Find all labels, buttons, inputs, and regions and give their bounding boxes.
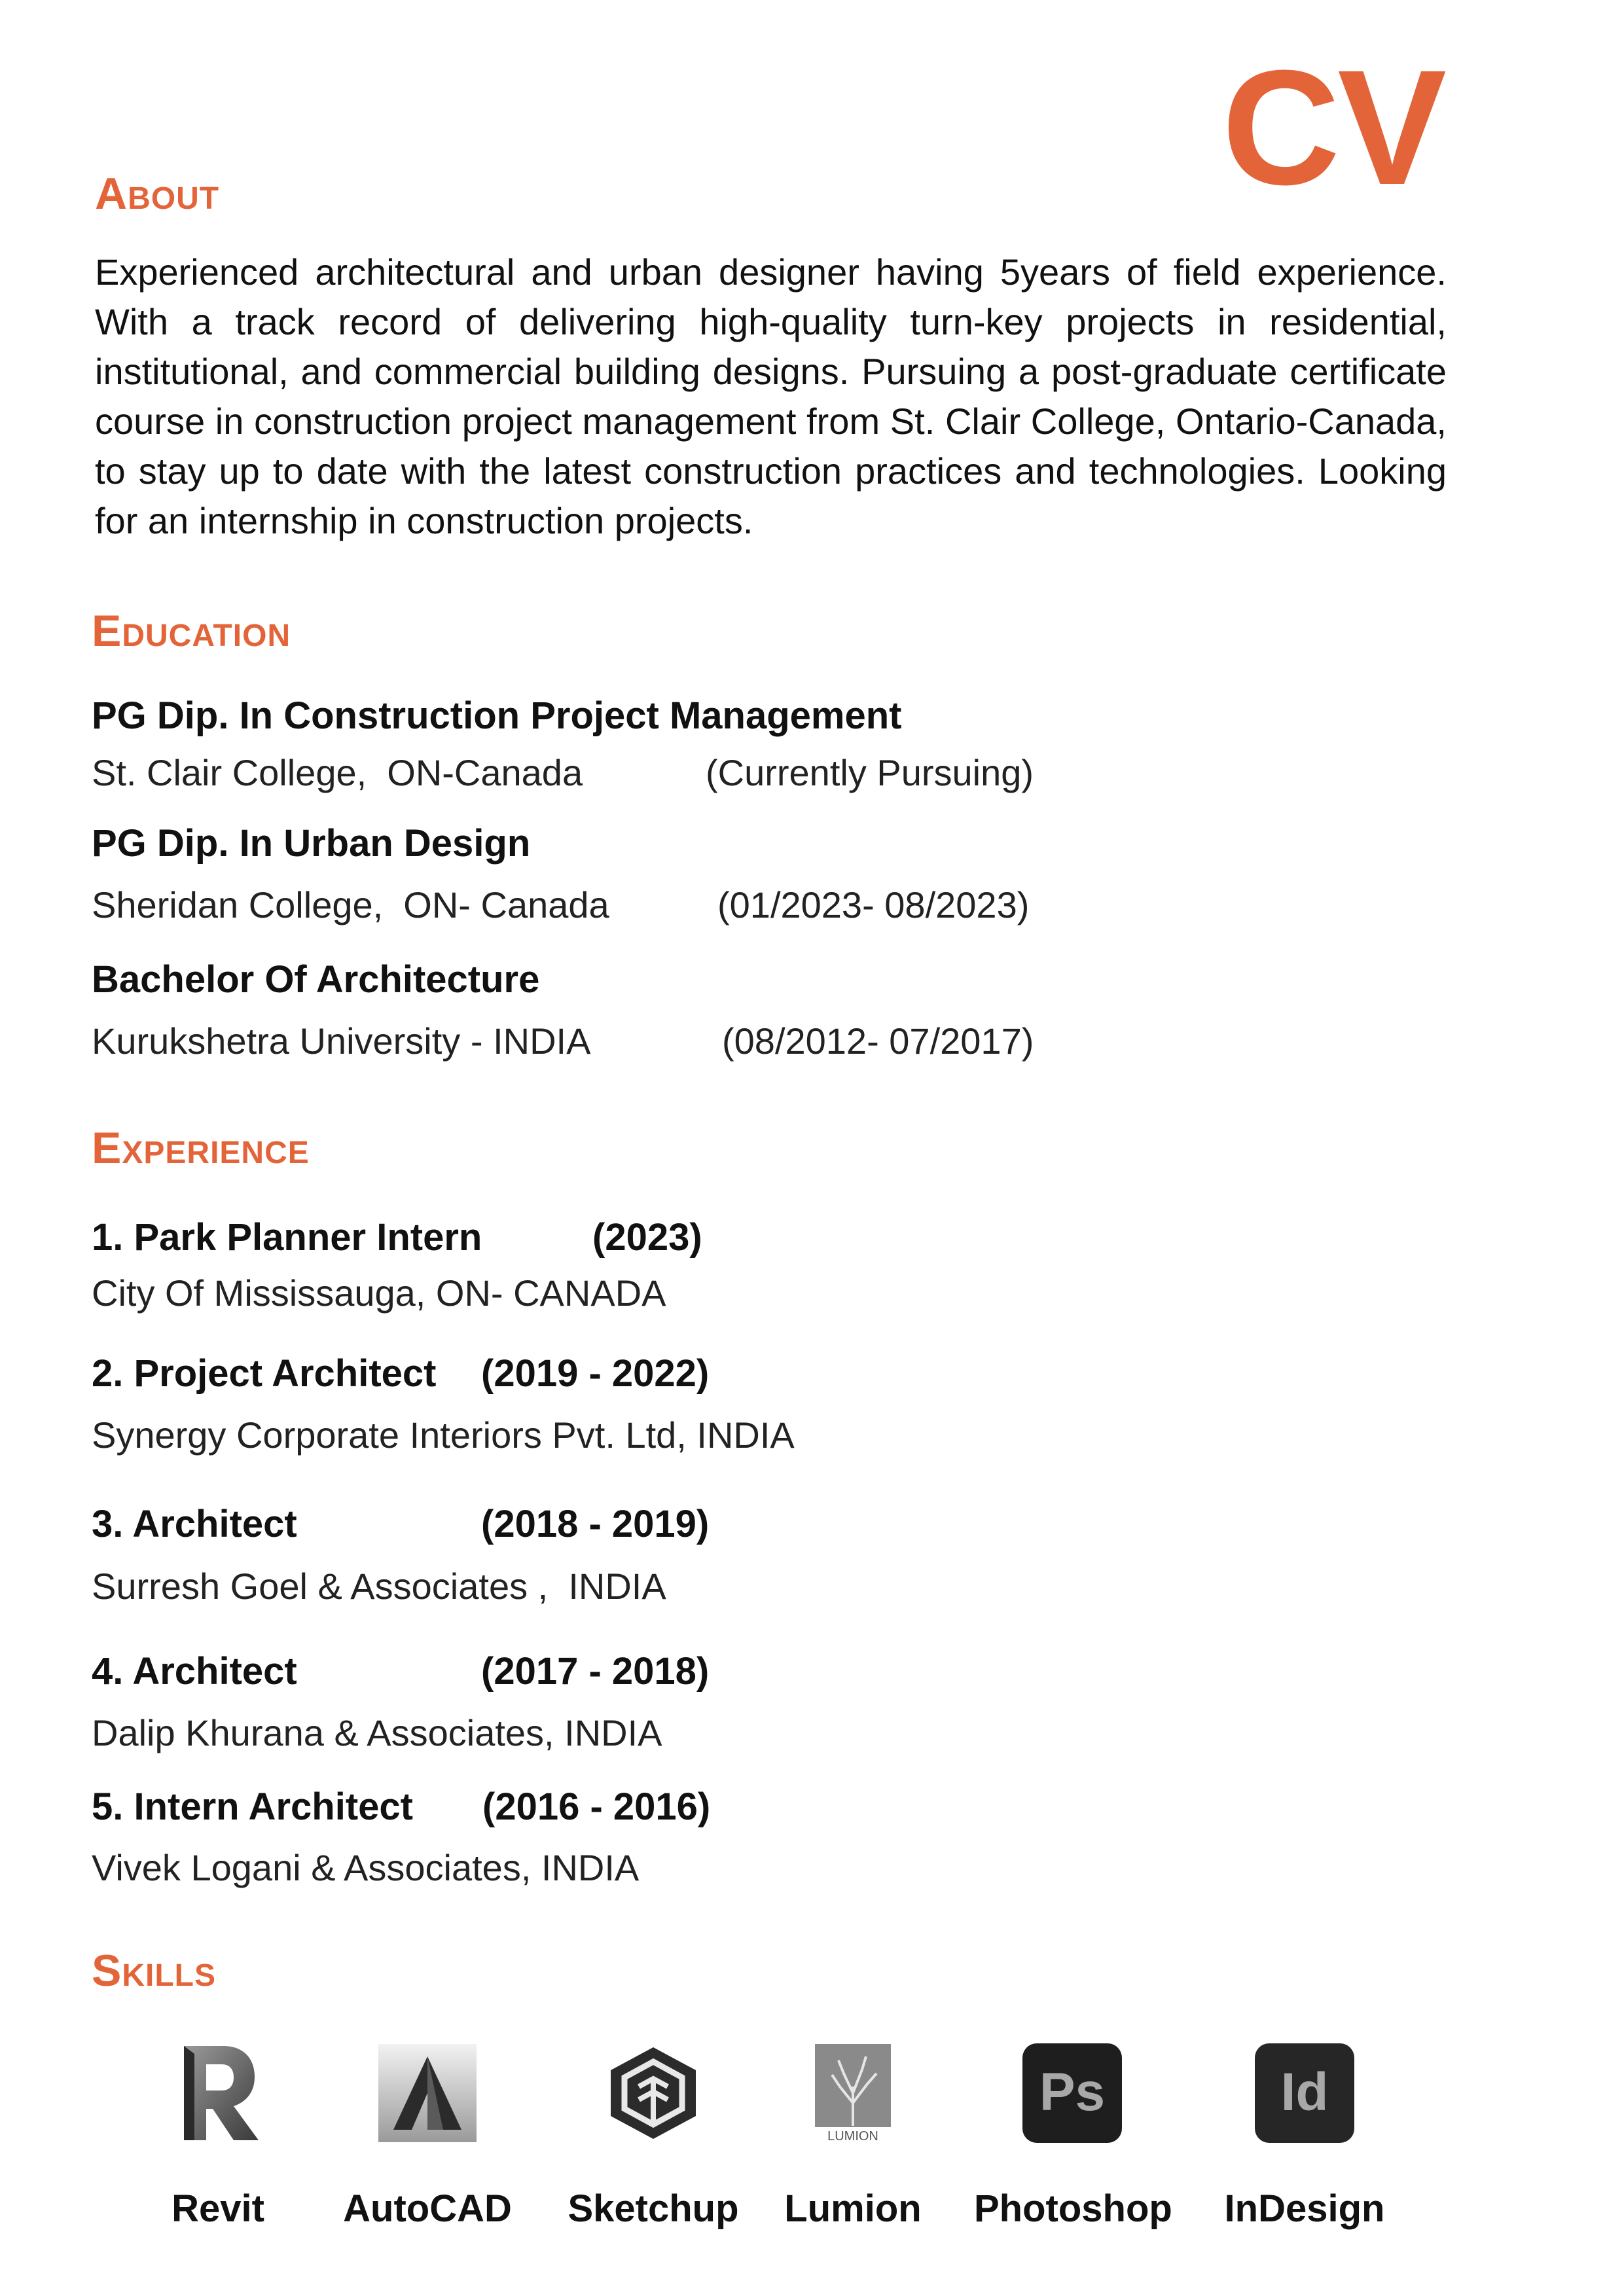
cv-title: CV [1221,36,1444,219]
skill-label: InDesign [1224,2187,1385,2230]
experience-role: 3. Architect [92,1503,297,1545]
experience-period: (2017 - 2018) [481,1650,710,1693]
experience-period: (2016 - 2016) [482,1785,711,1828]
experience-heading: Experience [92,1123,310,1173]
svg-text:Ps: Ps [1039,2062,1106,2122]
education-period: (Currently Pursuing) [706,752,1034,793]
experience-role: 2. Project Architect [92,1352,437,1395]
education-institution: Sheridan College, ON- Canada [92,884,609,925]
education-degree: Bachelor Of Architecture [92,958,540,1001]
education-institution: Kurukshetra University - INDIA [92,1020,591,1062]
skill-photoshop [974,2041,1170,2228]
experience-company: Surresh Goel & Associates , INDIA [92,1566,666,1607]
skill-indesign [1206,2041,1403,2228]
experience-role: 1. Park Planner Intern [92,1216,482,1259]
about-heading: About [95,169,220,219]
skill-label: AutoCAD [343,2187,512,2230]
svg-text:Id: Id [1280,2062,1329,2122]
education-institution: St. Clair College, ON-Canada [92,752,583,793]
indesign-logo-icon [1252,2041,1357,2145]
skill-lumion [755,2041,951,2228]
lumion-logo-icon [801,2041,905,2145]
skill-label: Lumion [784,2187,922,2230]
about-text: Experienced architectural and urban designer having 5years of field experience. With a track record of delivering high-quality turn-key projects in residential, institutional, and commercial building designs. Pursuing a post-graduate certificate course in construction project management from St. Clair College, Ontario-Canada, to stay up to date with the latest construction practices and technologies. Looking for an internship in construction projects. [95,251,1447,541]
skill-label: Photoshop [974,2187,1172,2230]
experience-company: Vivek Logani & Associates, INDIA [92,1847,640,1888]
education-heading: Education [92,606,291,656]
autocad-logo-icon [375,2041,480,2145]
education-period: (01/2023- 08/2023) [717,884,1030,925]
sketchup-logo-icon [601,2041,706,2145]
experience-company: Dalip Khurana & Associates, INDIA [92,1712,662,1753]
experience-role: 4. Architect [92,1650,297,1693]
education-degree: PG Dip. In Urban Design [92,822,531,865]
education-period: (08/2012- 07/2017) [722,1020,1034,1062]
skill-label: Revit [171,2187,264,2230]
experience-company: City Of Mississauga, ON- CANADA [92,1272,666,1314]
experience-company: Synergy Corporate Interiors Pvt. Ltd, INDIA [92,1414,795,1456]
skill-sketchup [555,2041,751,2228]
experience-period: (2023) [592,1216,702,1259]
skill-revit [120,2041,316,2228]
skill-label: Sketchup [568,2187,739,2230]
photoshop-logo-icon [1020,2041,1125,2145]
revit-logo-icon [166,2041,270,2145]
experience-role: 5. Intern Architect [92,1785,413,1828]
experience-period: (2019 - 2022) [481,1352,710,1395]
skill-autocad [329,2041,526,2228]
experience-period: (2018 - 2019) [481,1503,710,1545]
svg-text:LUMION: LUMION [827,2129,878,2144]
skills-heading: Skills [92,1946,217,1996]
education-degree: PG Dip. In Construction Project Management [92,694,902,737]
